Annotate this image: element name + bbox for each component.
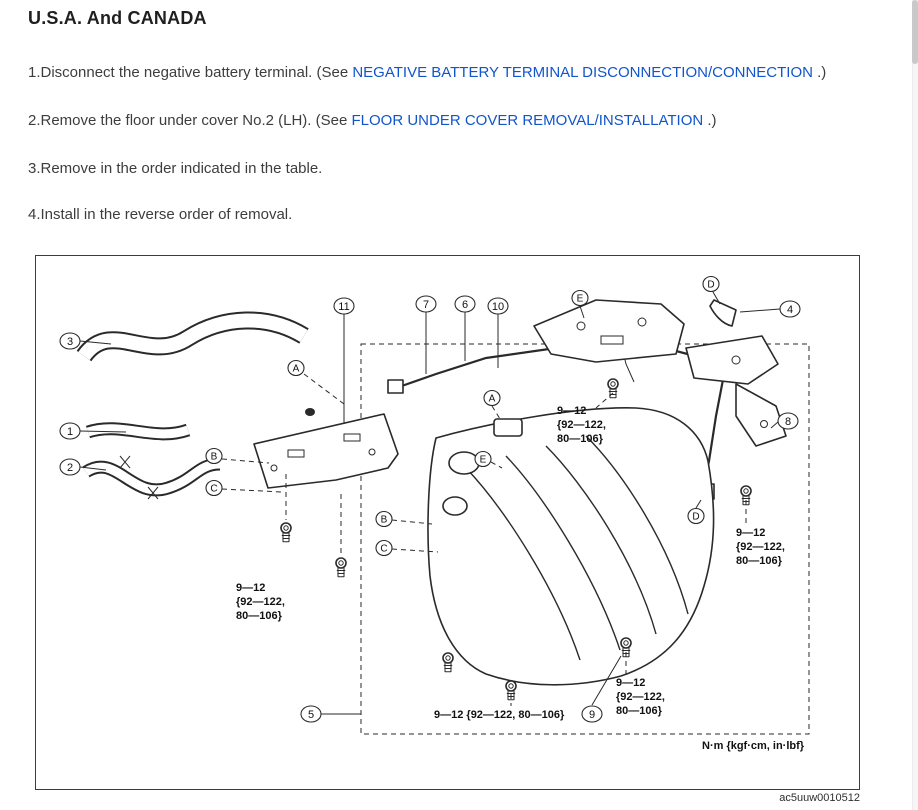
step-4: 4.Install in the reverse order of removal. [28,206,293,223]
units-note: N·m {kgf·cm, in·lbf} [702,740,805,752]
label-c-1 [206,481,222,496]
step-1-suffix: .) [812,64,827,81]
link-floor-under-cover[interactable]: FLOOR UNDER COVER REMOVAL/INSTALLATION [351,112,704,129]
step-3: 3.Remove in the order indicated in the table. [28,160,323,177]
step-2 [28,112,717,129]
figure-caption: ac5uuw0010512 [779,792,860,804]
part-clip-d [710,300,736,326]
hose-clamp-icon [120,456,130,468]
link-negative-battery-terminal[interactable]: NEGATIVE BATTERY TERMINAL DISCONNECTION/CONNECTION [352,64,813,81]
callout-1-label: 1 [66,426,74,438]
label-c-1-text: C [210,483,218,495]
label-d-1-text: D [707,279,715,291]
manifold-port [449,452,479,474]
part-bracket-right [686,336,786,446]
torque-2-line-1: 9—12 [736,527,766,539]
label-d-2-text: D [692,511,700,523]
callout-8 [778,413,798,429]
label-e-1 [572,291,588,306]
label-d-1 [703,277,719,292]
callout-2 [60,459,80,475]
callout-2-label: 2 [66,462,74,474]
torque-5-line-2: {92—122, [616,691,665,703]
label-e-2-text: E [479,454,487,466]
scrollbar-track [912,0,918,810]
torque-spec-5 [616,677,665,717]
torque-2-line-3: 80—106} [736,555,782,567]
label-d-2 [688,509,704,524]
step-2-suffix: .) [703,112,717,129]
callout-6-label: 6 [461,299,469,311]
callout-1 [60,423,80,439]
scrollbar-thumb[interactable] [912,0,918,64]
label-a-1-text: A [292,363,300,375]
callout-11-label: 11 [338,301,350,313]
page-title: U.S.A. And CANADA [28,8,207,28]
label-b-2 [376,512,392,527]
label-c-2-text: C [380,543,388,555]
label-b-2-text: B [380,514,388,526]
callout-8-label: 8 [784,416,792,428]
manifold-port [443,497,467,515]
step-2-text: 2.Remove the floor under cover No.2 (LH). (See [28,112,352,129]
torque-3-line-3: 80—106} [236,610,282,622]
label-b-1-text: B [210,451,218,463]
callout-4-label: 4 [786,304,794,316]
callout-7 [416,296,436,312]
callout-11 [334,298,354,314]
torque-3-line-1: 9—12 [236,582,266,594]
harness-connector [388,380,403,393]
torque-5-line-3: 80—106} [616,705,662,717]
part-intake-manifold [428,408,714,685]
exploded-view-diagram [36,256,859,789]
label-e-1-text: E [576,293,584,305]
label-a-2-text: A [488,393,496,405]
part-bracket [254,408,398,488]
torque-1-line-2: {92—122, [557,419,606,431]
callout-9 [582,706,602,722]
exploded-view-figure [35,255,860,790]
callout-10 [488,298,508,314]
callout-3 [60,333,80,349]
callout-5 [301,706,321,722]
torque-1-line-1: 9—12 [557,405,587,417]
callout-10-label: 10 [491,301,505,313]
label-a-2 [484,391,500,406]
step-1 [28,64,826,81]
manifold-fitting [494,419,522,436]
bolt-icon [336,558,346,577]
label-b-1 [206,449,222,464]
label-a-1 [288,361,304,376]
part-hose-2 [86,456,220,499]
torque-spec-4: 9—12 {92—122, 80—106} [434,709,565,721]
callout-4 [780,301,800,317]
bolt-icon [443,653,453,672]
part-bracket-e [534,300,684,362]
callout-3-label: 3 [66,336,74,348]
grommet [305,408,315,416]
part-hose-upper [84,320,304,356]
torque-spec-3 [236,582,285,622]
torque-5-line-1: 9—12 [616,677,646,689]
label-c-2 [376,541,392,556]
step-1-text: 1.Disconnect the negative battery terminal. (See [28,64,353,81]
callout-5-label: 5 [307,709,315,721]
label-e-2 [475,452,491,467]
torque-2-line-2: {92—122, [736,541,785,553]
bolt-icon [608,379,618,398]
bolt-icon [281,523,291,542]
callout-7-label: 7 [422,299,430,311]
callout-6 [455,296,475,312]
torque-spec-2 [736,527,785,567]
torque-3-line-2: {92—122, [236,596,285,608]
callout-9-label: 9 [588,709,596,721]
torque-1-line-3: 80—106} [557,433,603,445]
